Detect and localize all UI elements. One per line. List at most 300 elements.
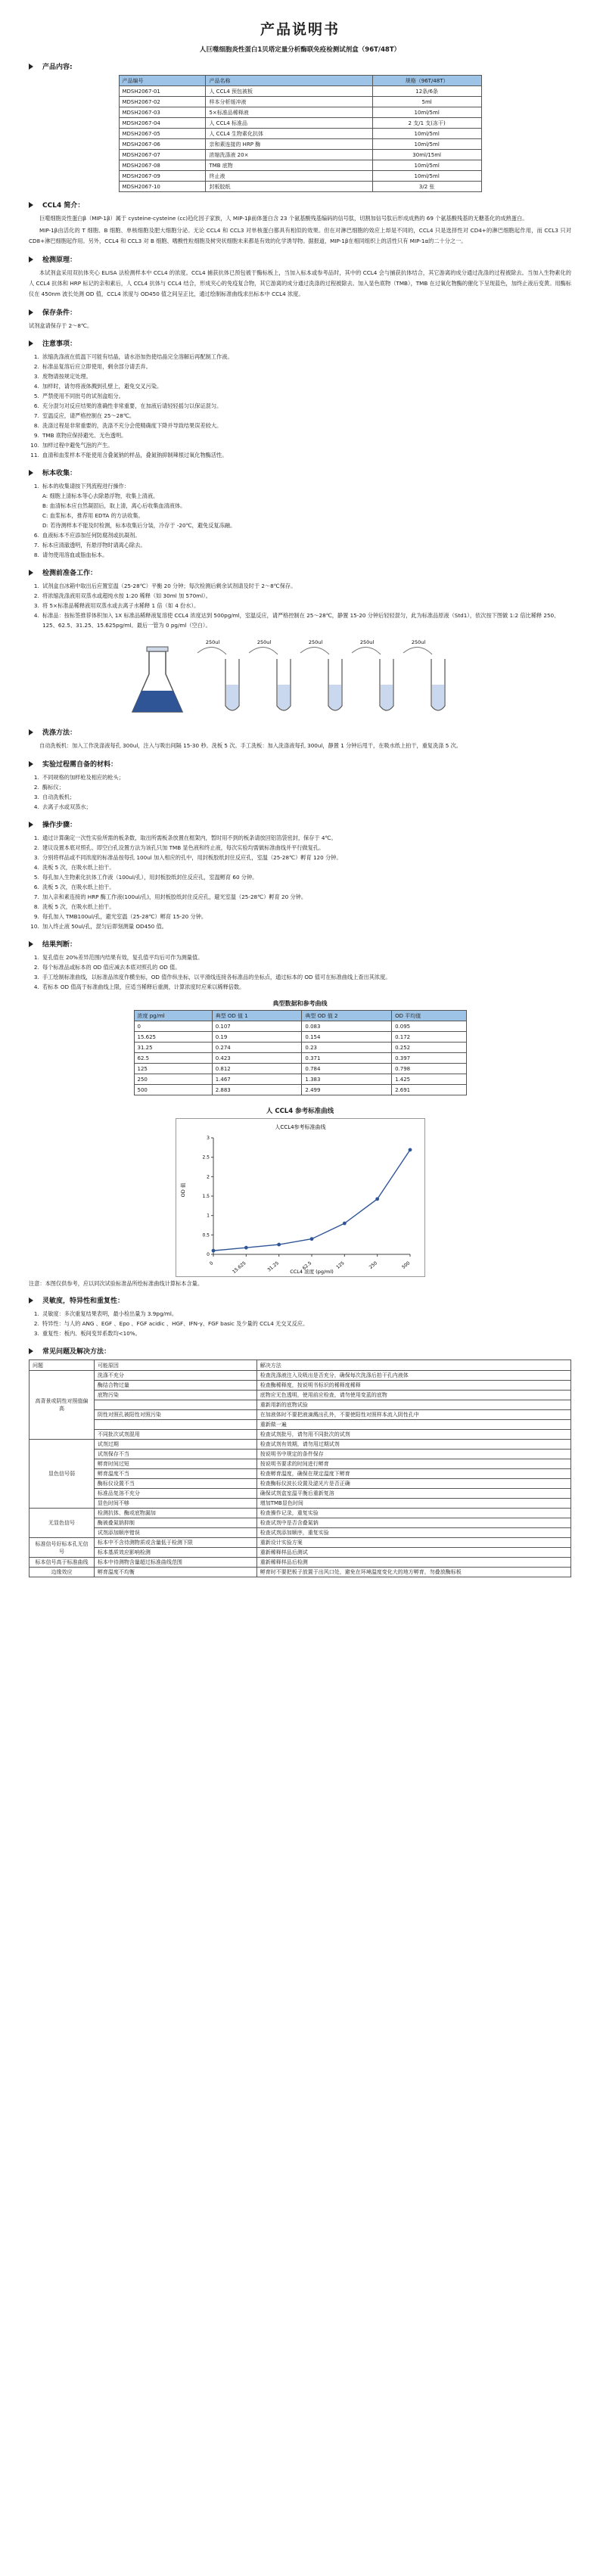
kit-table-header [119, 76, 481, 86]
table-cell: 0.19 [212, 1032, 302, 1043]
intro-paragraph: 巨噬细胞炎性蛋白β（MIP-1β）属于 cysteine-cysteine (cc)趋化因子家族，人 MIP-1β前体蛋白含 23 个氨基酸残基编码的信号肽，切割加信号肽后形成成熟的 69 个氨基酸残基的无糖基化的成熟蛋白。 [39, 215, 528, 222]
list-item: 2. 建议设置本底对照孔、即空白孔设置方法为该孔只加 TMB 显色液和终止液，每次实验均需做标准曲线并平行做复孔。 [41, 843, 571, 853]
list-item: 3. 自动洗板机； [41, 792, 571, 802]
materials-section [29, 759, 571, 812]
performance-list [29, 1309, 571, 1338]
table-cell: 0.154 [302, 1032, 392, 1043]
kit-col-header: 产品名称 [206, 76, 372, 86]
table-cell: 30ml/15ml [372, 150, 481, 160]
dilution-diagram [126, 636, 474, 719]
faq-solution: 重新稀释样品后检测 [256, 1558, 570, 1568]
table-row [119, 150, 481, 160]
test-tube-icon [380, 659, 393, 710]
kit-table [119, 75, 482, 192]
list-item: 1. 试剂盒自冰箱中取出后应置室温（25-28℃）平衡 20 分钟；每次检测后剩余试剂请及时于 2～8℃保存。 [41, 581, 571, 591]
table-row [30, 1371, 571, 1381]
table-cell: MDSH2067-02 [119, 97, 206, 107]
y-tick-label: 0 [206, 1252, 210, 1257]
faq-cause: 试剂保存不当 [94, 1450, 256, 1459]
table-cell: 0.812 [212, 1064, 302, 1074]
table-cell: 2.691 [392, 1085, 466, 1095]
arrow-icon [29, 256, 33, 263]
table-row [119, 86, 481, 97]
faq-solution: 检查洗涤液注入及吸出是否充分，确保每次洗涤后拍干孔内液体 [256, 1371, 570, 1381]
list-item: 2. 酶标仪； [41, 782, 571, 792]
faq-cause: 标准品复溶不充分 [94, 1489, 256, 1499]
faq-cause [94, 1420, 256, 1430]
od-table-title: 典型数据和参考曲线 [272, 1000, 328, 1007]
prep-list [29, 581, 571, 630]
arrow-icon [29, 309, 33, 315]
od-col-header: 浓度 pg/ml [134, 1011, 212, 1021]
table-cell: 0.107 [212, 1021, 302, 1032]
list-item: 1. 灵敏度：多次重复结果表明，最小检出量为 3.9pg/ml。 [41, 1309, 571, 1319]
transfer-volume-label: 250ul [308, 639, 322, 645]
table-cell: 125 [134, 1064, 212, 1074]
table-cell: 1.383 [302, 1074, 392, 1085]
table-cell: 浓缩洗涤液 20× [206, 150, 372, 160]
arrow-icon [29, 340, 33, 346]
od-table-header [134, 1011, 466, 1021]
table-cell: 2.499 [302, 1085, 392, 1095]
faq-cause: 酶标仪设置不当 [94, 1479, 256, 1489]
list-item: 8. 请勿使用溶血或脂血标本。 [41, 550, 571, 560]
faq-table [29, 1359, 571, 1577]
precautions-list [29, 352, 571, 460]
transfer-arrow-icon [300, 647, 329, 654]
list-item: 4. 洗板 5 次，在吸水纸上拍干。 [41, 862, 571, 872]
table-cell: 10ml/5ml [372, 139, 481, 150]
faq-solution: 重新用新的底物试验 [256, 1400, 570, 1410]
table-cell: 12条/6条 [372, 86, 481, 97]
od-col-header: OD 平均值 [392, 1011, 466, 1021]
faq-problem: 标准信号好标本孔无信号 [30, 1538, 95, 1558]
table-row [119, 118, 481, 129]
list-item: 10. 加样过程中避免气泡的产生。 [41, 440, 571, 450]
transfer-arrow-icon [197, 647, 226, 654]
table-cell: 1.467 [212, 1074, 302, 1085]
list-item: 9. 每孔加入 TMB100ul/孔，避光室温（25-28℃）孵育 15-20 分钟。 [41, 912, 571, 921]
samples-list [29, 481, 571, 560]
x-tick-label: 125 [334, 1260, 346, 1270]
table-cell: MDSH2067-01 [119, 86, 206, 97]
list-item: 3. 废物请按规定处理。 [41, 371, 571, 381]
faq-heading: 常见问题及解决方法： [29, 1346, 571, 1356]
table-cell: 人 CCL4 预包被板 [206, 86, 372, 97]
table-row [134, 1085, 466, 1095]
table-cell: 0.798 [392, 1064, 466, 1074]
x-tick-label: 15.625 [231, 1260, 247, 1276]
table-row [119, 107, 481, 118]
faq-table-header [30, 1360, 571, 1371]
arrow-icon [29, 570, 33, 576]
faq-solution: 检查试剂有效期，请勿用过期试剂 [256, 1440, 570, 1450]
test-tube-icon [431, 659, 445, 710]
faq-cause: 标本基质效应影响检测 [94, 1548, 256, 1558]
materials-heading: 实验过程需自备的材料： [29, 759, 571, 769]
arrow-icon [29, 941, 33, 947]
list-item: 4. 去离子水或双蒸水； [41, 802, 571, 812]
x-tick-label: 31.25 [266, 1260, 280, 1273]
list-item: 6. 洗板 5 次，在吸水纸上拍干。 [41, 882, 571, 892]
x-tick-label: 250 [368, 1260, 378, 1270]
faq-cause [94, 1400, 256, 1410]
samples-section [29, 468, 571, 560]
faq-cause: 显色时间不够 [94, 1499, 256, 1509]
list-item: 10. 加入终止液 50ul/孔，混匀后即刻测量 OD450 值。 [41, 921, 571, 931]
faq-problem: 标本信号高于标准曲线 [30, 1558, 95, 1568]
faq-solution: 检查酶稀释度，按说明书标识的稀释度稀释 [256, 1381, 570, 1391]
table-cell: 10ml/5ml [372, 129, 481, 139]
arrow-icon [29, 470, 33, 476]
list-item: 7. 加入亲和素连接的 HRP 酶工作液(100ul/孔)，用封板胶纸封住反应孔，避光室温（25-28℃）孵育 20 分钟。 [41, 892, 571, 902]
list-item: 8. 洗涤过程是非常重要的，洗涤不充分会使精确度下降并导致结果误差较大。 [41, 421, 571, 430]
faq-problem: 边缘效应 [30, 1568, 95, 1577]
faq-solution: 检查试剂批号，请勿用不同批次的试剂 [256, 1430, 570, 1440]
performance-heading: 灵敏度，特异性和重复性： [29, 1295, 571, 1305]
faq-cause: 标本中待测物含量超过标准曲线范围 [94, 1558, 256, 1568]
table-row [30, 1420, 571, 1430]
list-item: 1. 标本的收集请按下列流程进行操作： [41, 481, 571, 491]
faq-cause: 阴性对照孔被阳性对照污染 [94, 1410, 256, 1420]
results-list [29, 952, 571, 992]
y-tick-label: 0.5 [201, 1232, 210, 1238]
faq-problem: 高背景或阴性对照值偏高 [30, 1371, 95, 1440]
faq-col-header: 可能原因 [94, 1360, 256, 1371]
table-row [30, 1518, 571, 1528]
faq-cause: 孵育温度不均衡 [94, 1568, 256, 1577]
table-cell: 0.172 [392, 1032, 466, 1043]
principle-heading: 检测原理： [29, 254, 571, 264]
faq-solution: 确保试剂盒室温平衡后重新复溶 [256, 1489, 570, 1499]
table-row [134, 1064, 466, 1074]
list-item: 3. 重复性：板内、板间变异系数均<10%。 [41, 1328, 571, 1338]
faq-solution: 检查试剂添加顺序，重复实验 [256, 1528, 570, 1538]
results-section [29, 939, 571, 992]
arrow-icon [29, 64, 33, 70]
list-item: 9. TMB 底物应保持避光、无色透明。 [41, 430, 571, 440]
table-cell: TMB 底物 [206, 160, 372, 171]
table-row [30, 1391, 571, 1400]
data-point [408, 1148, 412, 1151]
x-tick-label: 62.5 [301, 1260, 312, 1272]
faq-cause: 孵育时间过短 [94, 1459, 256, 1469]
faq-col-header: 问题 [30, 1360, 95, 1371]
faq-solution: 重新稀释样品后测试 [256, 1548, 570, 1558]
table-row [30, 1450, 571, 1459]
faq-solution: 在加液体时不要把液滴溅出孔外，不要使阳性对照样本流入阴性孔中 [256, 1410, 570, 1420]
kit-col-header: 产品编号 [119, 76, 206, 86]
wash-heading: 洗涤方法： [29, 727, 571, 737]
precautions-heading: 注意事项： [29, 338, 571, 348]
table-cell: 10ml/5ml [372, 107, 481, 118]
list-item: 1. 通过计算确定一次性实验所需的板条数，取出所需板条放置在框架内，暂时用不到的板条请放回铝箔袋密封，保存于 4℃。 [41, 833, 571, 843]
intro-heading: CCL4 简介： [29, 200, 571, 210]
faq-solution: 按说明书要求的时间进行孵育 [256, 1459, 570, 1469]
transfer-volume-label: 250ul [205, 639, 219, 645]
list-item: 11. 血清和血浆样本不能使用含叠氮钠的样品，叠氮钠抑制辣根过氧化物酶活性。 [41, 450, 571, 460]
data-point [244, 1246, 247, 1250]
list-item: 2. 标准品复溶后应立即使用，剩余部分请丢弃。 [41, 362, 571, 371]
faq-solution: 检查试剂中是否含叠氮钠 [256, 1518, 570, 1528]
list-item: 2. 特异性：与人的 ANG 、EGF 、Epo 、FGF acidic 、HGF、IFN-γ、FGF basic 及少量的 CCL4 无交叉反应。 [41, 1319, 571, 1328]
chart-inner-title: 人CCL4参考标准曲线 [274, 1124, 326, 1130]
table-row [119, 97, 481, 107]
list-item: D: 若待测样本不能及时检测，标本收集后分装，冷存于 -20℃，避免反复冻融。 [42, 522, 236, 529]
faq-col-header: 解决方法 [256, 1360, 570, 1371]
table-cell: MDSH2067-03 [119, 107, 206, 118]
faq-cause: 试剂添加顺序错误 [94, 1528, 256, 1538]
page-title: 产品说明书 [260, 21, 340, 38]
faq-solution: 重新设计实验方案 [256, 1538, 570, 1548]
data-point [277, 1243, 281, 1247]
od-col-header: 典型 OD 值 1 [212, 1011, 302, 1021]
od-table [134, 1010, 467, 1095]
faq-solution: 增加TMB显色时间 [256, 1499, 570, 1509]
samples-heading: 标本收集： [29, 468, 571, 477]
table-cell: MDSH2067-10 [119, 182, 206, 192]
intro-section [29, 200, 571, 247]
arrow-icon [29, 1348, 33, 1354]
table-cell: 1.425 [392, 1074, 466, 1085]
faq-solution: 检查孵育温度，确保在规定温度下孵育 [256, 1469, 570, 1479]
list-item: 2. 将浓缩洗涤液用双蒸水或超纯水按 1:20 稀释（如 30ml 加 570ml）。 [41, 591, 571, 601]
table-cell: 250 [134, 1074, 212, 1085]
table-cell: MDSH2067-06 [119, 139, 206, 150]
arrow-icon [29, 729, 33, 735]
table-row [30, 1528, 571, 1538]
prep-section [29, 567, 571, 719]
list-item: 2. 每个标准品或标本的 OD 值应减去本底对照孔的 OD 值。 [41, 962, 571, 972]
table-row [30, 1469, 571, 1479]
table-cell: 2 支/1 支(冻干) [372, 118, 481, 129]
flask-icon [132, 647, 182, 712]
table-cell: 0.423 [212, 1053, 302, 1064]
table-cell: 0.083 [302, 1021, 392, 1032]
list-item: B: 血清标本应自然凝固后，取上清，离心后收集血清液体。 [42, 502, 186, 509]
faq-solution: 重新做一遍 [256, 1420, 570, 1430]
kit-col-header: 规格（96T/48T） [372, 76, 481, 86]
list-item: 1. 浓缩洗涤液在低温下可能有结晶，请水浴加热使结晶完全溶解后再配制工作液。 [41, 352, 571, 362]
transfer-volume-label: 250ul [359, 639, 374, 645]
table-cell: 500 [134, 1085, 212, 1095]
faq-solution: 检查酶标仪波长设置及滤光片是否正确 [256, 1479, 570, 1489]
faq-solution: 底物应无色透明，使用前应检查，请勿使用变蓝的底物 [256, 1391, 570, 1400]
table-row [119, 160, 481, 171]
list-item: 1. 不同规格的加样枪及相应的枪头； [41, 772, 571, 782]
table-row [134, 1032, 466, 1043]
transfer-volume-label: 250ul [411, 639, 425, 645]
table-cell: MDSH2067-07 [119, 150, 206, 160]
table-row [134, 1053, 466, 1064]
table-row [119, 171, 481, 182]
list-item: 7. 室温反应，请严格控制在 25～28℃。 [41, 411, 571, 421]
table-cell: 3/2 张 [372, 182, 481, 192]
table-cell: 终止液 [206, 171, 372, 182]
table-cell: 人 CCL4 生物素化抗体 [206, 129, 372, 139]
table-row [134, 1074, 466, 1085]
table-cell: 亲和素连接的 HRP 酶 [206, 139, 372, 150]
table-cell: 0 [134, 1021, 212, 1032]
table-row [119, 139, 481, 150]
list-item: 5. 每孔加入生物素化抗体工作液（100ul/孔），用封板胶纸封住反应孔，室温孵育 60 分钟。 [41, 872, 571, 882]
table-cell: 0.095 [392, 1021, 466, 1032]
list-item: 5. 严禁使用不同批号的试剂盒组分。 [41, 391, 571, 401]
storage-heading: 保存条件： [29, 307, 571, 317]
data-point [342, 1222, 346, 1226]
transfer-arrow-icon [249, 647, 278, 654]
table-cell: 2.883 [212, 1085, 302, 1095]
arrow-icon [29, 761, 33, 767]
table-row [30, 1479, 571, 1489]
table-row [30, 1499, 571, 1509]
intro-paragraph: MIP-1β由活化的 T 细胞、B 细胞、单核细胞及肥大细胞分泌。无论 CCL4 和 CCL3 对单核蛋白都具有相似的效果。但在对淋巴细胞的效应上却是不同的，CCL4 只是选择性对 CD4+的淋巴细胞起作用，而 CCL3 只对 CD8+淋巴细胞起作用。另外，CCL4 和 CCL3 对 B 细胞、嗜酸性粒细胞及树突状细胞未来都是有效的化学诱导物。据报道，MIP-1β在相同组织上的活性只有 MIP-1α的二十分之一。 [29, 227, 571, 244]
list-item: C: 血浆标本，推荐用 EDTA 的方法收集。 [42, 512, 144, 519]
table-row [30, 1489, 571, 1499]
chart-title: 人 CCL4 参考标准曲线 [266, 1108, 334, 1115]
table-row [30, 1400, 571, 1410]
table-row [30, 1538, 571, 1548]
faq-solution: 按说明书中规定的条件保存 [256, 1450, 570, 1459]
table-cell: 0.23 [302, 1043, 392, 1053]
list-item: 3. 将 5×标准品稀释液用双蒸水或去离子水稀释 1 倍（如 4 份水）。 [41, 601, 571, 611]
chart-note: 注意：本图仅供参考，应以同次试验标准品所绘标准曲线计算标本含量。 [29, 1280, 204, 1287]
results-heading: 结果判断： [29, 939, 571, 949]
list-item: 7. 标本应清澈透明，有悬浮物时请离心除去。 [41, 540, 571, 550]
faq-cause: 洗涤不充分 [94, 1371, 256, 1381]
precautions-section [29, 338, 571, 460]
table-cell: 0.784 [302, 1064, 392, 1074]
table-cell: 10ml/5ml [372, 160, 481, 171]
table-cell: MDSH2067-08 [119, 160, 206, 171]
table-cell: 0.397 [392, 1053, 466, 1064]
list-item: 4. 加样时，请勿将液体溅到孔壁上，避免交叉污染。 [41, 381, 571, 391]
transfer-volume-label: 250ul [256, 639, 271, 645]
faq-cause: 底物污染 [94, 1391, 256, 1400]
table-cell: 15.625 [134, 1032, 212, 1043]
y-tick-label: 2 [206, 1174, 210, 1180]
table-cell: 5×标准品稀释液 [206, 107, 372, 118]
faq-cause: 不同批次试剂混用 [94, 1430, 256, 1440]
list-item: 8. 洗板 5 次，在吸水纸上拍干。 [41, 902, 571, 912]
data-point [375, 1197, 379, 1201]
table-cell: 62.5 [134, 1053, 212, 1064]
y-tick-label: 2.5 [201, 1154, 210, 1161]
table-row [30, 1459, 571, 1469]
data-point [309, 1237, 313, 1241]
table-cell: 封板胶纸 [206, 182, 372, 192]
faq-problem: 显色信号弱 [30, 1440, 95, 1509]
transfer-arrow-icon [352, 647, 381, 654]
wash-section [29, 727, 571, 751]
arrow-icon [29, 822, 33, 828]
storage-section [29, 307, 571, 331]
kit-section [29, 61, 571, 192]
table-cell: 人 CCL4 标准品 [206, 118, 372, 129]
performance-section [29, 1295, 571, 1338]
y-tick-label: 1 [206, 1213, 210, 1219]
table-row [30, 1548, 571, 1558]
table-cell: 31.25 [134, 1043, 212, 1053]
table-row [30, 1558, 571, 1568]
principle-section [29, 254, 571, 300]
test-tube-icon [277, 659, 291, 710]
table-row [30, 1430, 571, 1440]
table-cell: MDSH2067-09 [119, 171, 206, 182]
od-col-header: 典型 OD 值 2 [302, 1011, 392, 1021]
test-tube-icon [225, 659, 239, 710]
list-item: 3. 手工绘制标准曲线，以标准品浓度作横坐标，OD 值作纵坐标，以平滑线连接各标准品的坐标点，通过标本的 OD 值可在标准曲线上查出其浓度。 [41, 972, 571, 982]
table-cell: 0.371 [302, 1053, 392, 1064]
table-cell: 样本分析缓冲液 [206, 97, 372, 107]
table-row [30, 1440, 571, 1450]
table-row [119, 182, 481, 192]
list-item: 6. 血液标本不应添加任何防腐剂或抗凝剂。 [41, 530, 571, 540]
faq-cause: 孵育温度不当 [94, 1469, 256, 1479]
chart-xlabel: CCL4 浓度 (pg/ml) [289, 1269, 334, 1275]
table-row [30, 1381, 571, 1391]
table-cell: MDSH2067-05 [119, 129, 206, 139]
test-tube-icon [328, 659, 342, 710]
list-item: 6. 充分混匀对反应结果的准确性非常重要，在加液后请轻轻摇匀以保证混匀。 [41, 401, 571, 411]
arrow-icon [29, 202, 33, 208]
table-cell: MDSH2067-04 [119, 118, 206, 129]
table-row [134, 1043, 466, 1053]
steps-section [29, 819, 571, 931]
faq-solution: 检查操作记录，重复实验 [256, 1509, 570, 1518]
list-item: 4. 若标本 OD 值高于标准曲线上限，应适当稀释后重测，计算浓度时应乘以稀释倍数。 [41, 982, 571, 992]
wash-text: 自动洗板机：加入工作洗涤液每孔 300ul，注入与吸出间隔 15-30 秒。洗板 5 次。手工洗板：加入洗涤液每孔 300ul，静置 1 分钟后甩干，在吸水纸上拍干，重复洗涤 5 次。 [39, 742, 462, 749]
faq-cause: 酶被叠氮钠抑制 [94, 1518, 256, 1528]
faq-cause: 标本中不含待测物质或含量低于检测下限 [94, 1538, 256, 1548]
list-item: 3. 分别将样品或不同浓度的标准品按每孔 100ul 加入相应的孔中，用封板胶纸封住反应孔，室温（25-28℃）孵育 120 分钟。 [41, 853, 571, 862]
standard-curve-chart [176, 1118, 425, 1277]
table-row [119, 129, 481, 139]
list-item: 4. 标准品：按标签推荐体积加入 1X 标准品稀释液复溶使 CCL4 浓度达到 500pg/ml，室温反应，请严格控制在 25～28℃，静置 15-20 分钟后轻轻混匀，此为标准品原液（Std1），依次按下图做 1:2 倍比稀释 250、125、62.5、31.25、15.625pg/ml。最后一管为 0 pg/ml（空白）。 [41, 611, 571, 630]
steps-list [29, 833, 571, 931]
x-tick-label: 0 [208, 1260, 214, 1266]
table-row [30, 1568, 571, 1577]
table-cell: 0.252 [392, 1043, 466, 1053]
storage-text: 试剂盒请保存于 2～8℃。 [29, 322, 93, 329]
data-point [211, 1249, 215, 1253]
faq-cause: 试剂过期 [94, 1440, 256, 1450]
prep-heading: 检测前准备工作： [29, 567, 571, 577]
table-row [30, 1410, 571, 1420]
transfer-arrow-icon [403, 647, 432, 654]
faq-section [29, 1346, 571, 1577]
kit-heading: 产品内容: [29, 61, 571, 71]
y-tick-label: 1.5 [201, 1194, 210, 1199]
table-row [134, 1021, 466, 1032]
arrow-icon [29, 1297, 33, 1304]
x-tick-label: 500 [400, 1260, 411, 1270]
product-subtitle: 人巨噬细胞炎性蛋白1贝塔定量分析酶联免疫检测试剂盒（96T/48T） [199, 46, 401, 54]
faq-cause: 酶结合物过量 [94, 1381, 256, 1391]
list-item: A: 细胞上清标本等心去除悬浮物，收集上清液。 [42, 493, 159, 499]
materials-list [29, 772, 571, 812]
table-cell: 10ml/5ml [372, 171, 481, 182]
chart-ylabel: OD 值 [179, 1182, 186, 1198]
faq-problem: 无显色信号 [30, 1509, 95, 1538]
list-item: 1. 复孔值在 20%差异范围内结果有效，复孔值平均后可作为测量值。 [41, 952, 571, 962]
table-row [30, 1509, 571, 1518]
principle-paragraph: 本试剂盒采用双抗体夹心 ELISA 法检测样本中 CCL4 的浓度。CCL4 捕获抗体已预包被于酶标板上，当加入标本或参考品时，其中的 CCL4 会与捕获抗体结合，其它游离的成分通过洗涤的过程被除去。当加入生物素化的人 CCL4 抗体和 HRP 标记的亲和素后，人 CCL4 抗体与 CCL4 结合，形成夹心的免疫复合物，其它游离的成分通过洗涤的过程被除去。加入显色底物（TMB），TMB 在过氧化物酶的催化下呈现蓝色，加终止液后变黄。用酶标仪在 450nm 波长处测 OD 值，CCL4 浓度与 OD450 值之间呈正比，通过绘制标准曲线求出标本中 CCL4 浓度。 [29, 269, 571, 297]
table-cell: 0.274 [212, 1043, 302, 1053]
steps-heading: 操作步骤： [29, 819, 571, 829]
table-cell: 5ml [372, 97, 481, 107]
faq-solution: 孵育时不要把板子放置于出风口处，避免在环境温度变化大的地方孵育，勿叠放酶标板 [256, 1568, 570, 1577]
